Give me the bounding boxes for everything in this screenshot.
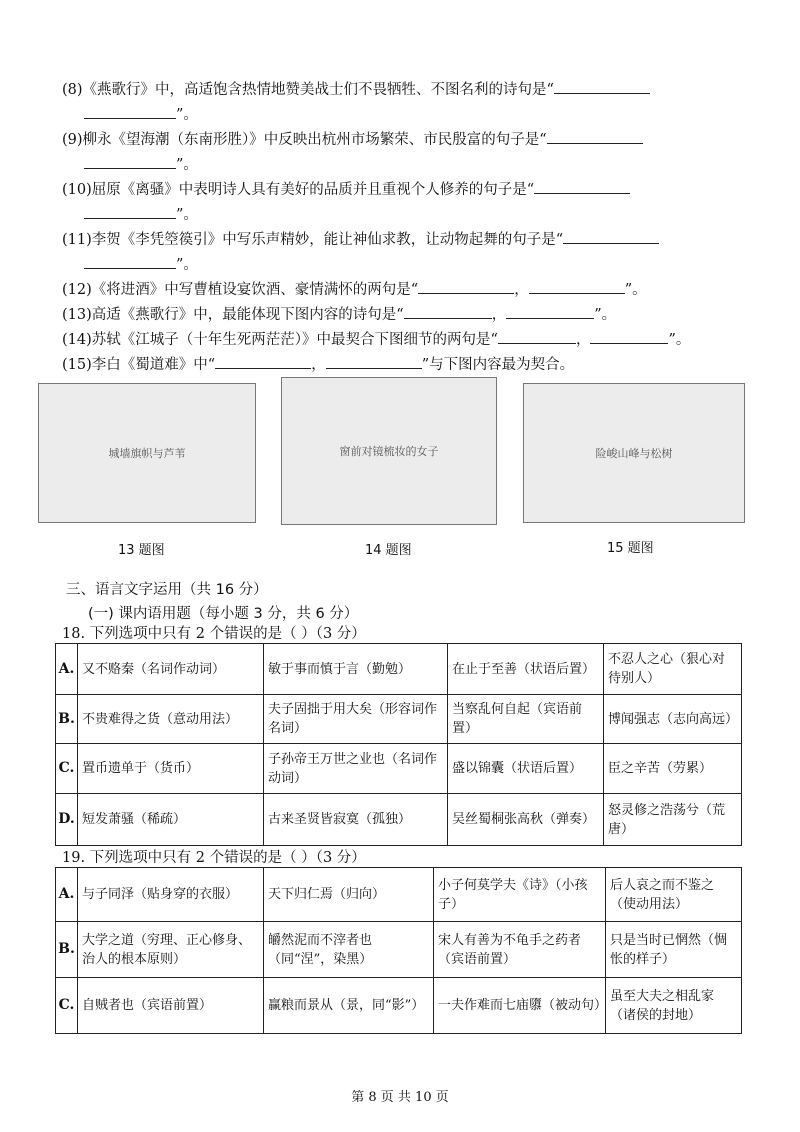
answer-blank[interactable]	[529, 279, 625, 294]
question-11-continued	[84, 254, 198, 275]
option-cell: 臣之辛苦（劳累）	[604, 744, 742, 794]
question-13	[62, 304, 616, 325]
question-8-continued	[84, 104, 198, 125]
question-text: ”与下图内容最为契合。	[421, 357, 575, 373]
figure-13-caption: 13 题图	[118, 543, 165, 558]
answer-blank[interactable]	[84, 254, 176, 269]
option-cell: 皭然泥而不滓者也（同“涅”，染黑）	[264, 922, 434, 978]
question-18-table	[55, 643, 742, 846]
table-row	[56, 744, 742, 794]
question-19-table	[55, 867, 742, 1034]
question-8	[62, 79, 650, 100]
option-cell: 敏于事而慎于言（勤勉）	[264, 644, 448, 695]
question-text: ”。	[176, 207, 198, 223]
option-label[interactable]: D.	[56, 794, 78, 846]
option-cell: 自贼者也（宾语前置）	[78, 978, 264, 1034]
option-cell: 天下归仁焉（归向）	[264, 868, 434, 922]
question-18-stem: 18. 下列选项中只有 2 个错误的是（ ）（3 分）	[62, 626, 366, 642]
section-title: 三、语言文字运用（共 16 分）	[66, 582, 268, 598]
question-text: (8)《燕歌行》中，高适饱含热情地赞美战士们不畏牺牲、不图名利的诗句是“	[62, 82, 554, 98]
answer-blank[interactable]	[404, 304, 492, 319]
page-number: 第 8 页 共 10 页	[351, 1090, 449, 1105]
option-label[interactable]: C.	[56, 978, 78, 1034]
option-cell: 不贵难得之货（意动用法）	[78, 695, 264, 744]
figure-13-image	[38, 383, 256, 523]
figure-15-caption: 15 题图	[607, 541, 654, 556]
answer-blank[interactable]	[84, 204, 176, 219]
answer-blank[interactable]	[326, 354, 422, 369]
figure-15-description: 险峻山峰与松树	[595, 447, 673, 460]
option-cell: 只是当时已惘然（惆怅的样子）	[606, 922, 742, 978]
option-cell: 古来圣贤皆寂寞（孤独）	[264, 794, 448, 846]
question-11	[62, 229, 659, 250]
question-15	[62, 354, 574, 375]
option-cell: 吴丝蜀桐张高秋（弹奏）	[448, 794, 604, 846]
answer-blank[interactable]	[418, 279, 514, 294]
option-cell: 博闻强志（志向高远）	[604, 695, 742, 744]
option-cell: 后人哀之而不鉴之（使动用法）	[606, 868, 742, 922]
question-text: (15)李白《蜀道难》中“	[62, 357, 216, 373]
option-cell: 盛以锦囊（状语后置）	[448, 744, 604, 794]
question-text: ”。	[594, 307, 617, 323]
option-label[interactable]: C.	[56, 744, 78, 794]
question-9-continued	[84, 154, 198, 175]
option-label[interactable]: A.	[56, 868, 78, 922]
option-cell: 短发萧骚（稀疏）	[78, 794, 264, 846]
option-cell: 不忍人之心（狠心对待别人）	[604, 644, 742, 695]
option-cell: 赢粮而景从（景，同“影”）	[264, 978, 434, 1034]
separator: ，	[491, 307, 507, 323]
question-9	[62, 129, 643, 150]
answer-blank[interactable]	[506, 304, 594, 319]
answer-blank[interactable]	[215, 354, 311, 369]
option-cell: 置币遗单于（货币）	[78, 744, 264, 794]
question-text: (14)苏轼《江城子（十年生死两茫茫）》中最契合下图细节的两句是“	[62, 332, 498, 348]
option-cell: 大学之道（穷理、正心修身、治人的根本原则）	[78, 922, 264, 978]
answer-blank[interactable]	[498, 329, 576, 344]
separator: ，	[575, 332, 591, 348]
figure-14-description: 窗前对镜梳妆的女子	[339, 445, 439, 458]
option-cell: 当察乱何自起（宾语前置）	[448, 695, 604, 744]
figure-14-image	[281, 377, 497, 525]
option-cell: 夫子固拙于用大矣（形容词作名词）	[264, 695, 448, 744]
question-text: ”。	[668, 332, 691, 348]
option-label[interactable]: A.	[56, 644, 78, 695]
answer-blank[interactable]	[534, 179, 630, 194]
question-14	[62, 329, 690, 350]
question-10	[62, 179, 630, 200]
question-text: ”。	[176, 257, 198, 273]
question-text: ”。	[176, 157, 198, 173]
question-text: (11)李贺《李凭箜篌引》中写乐声精妙，能让神仙求教，让动物起舞的句子是“	[62, 232, 564, 248]
table-row	[56, 695, 742, 744]
figure-15-image	[523, 383, 745, 523]
question-text: (13)高适《燕歌行》中，最能体现下图内容的诗句是“	[62, 307, 404, 323]
question-text: ”。	[176, 107, 198, 123]
separator: ，	[311, 357, 326, 373]
figure-13-description: 城墙旗帜与芦苇	[108, 447, 186, 460]
question-text: (10)屈原《离骚》中表明诗人具有美好的品质并且重视个人修养的句子是“	[62, 182, 535, 198]
question-text: (9)柳永《望海潮（东南形胜）》中反映出杭州市场繁荣、市民殷富的句子是“	[62, 132, 547, 148]
option-cell: 又不赂秦（名词作动词）	[78, 644, 264, 695]
answer-blank[interactable]	[554, 79, 650, 94]
question-19-stem: 19. 下列选项中只有 2 个错误的是（ ）（3 分）	[62, 850, 366, 866]
option-cell: 怒灵修之浩荡兮（荒唐）	[604, 794, 742, 846]
answer-blank[interactable]	[590, 329, 668, 344]
option-label[interactable]: B.	[56, 922, 78, 978]
separator: ，	[514, 282, 529, 298]
table-row	[56, 794, 742, 846]
table-row	[56, 922, 742, 978]
question-text: (12)《将进酒》中写曹植设宴饮酒、豪情满怀的两句是“	[62, 282, 419, 298]
option-cell: 在止于至善（状语后置）	[448, 644, 604, 695]
answer-blank[interactable]	[84, 154, 176, 169]
option-cell: 虽至大夫之相乱家（诸侯的封地）	[606, 978, 742, 1034]
answer-blank[interactable]	[563, 229, 659, 244]
table-row	[56, 978, 742, 1034]
table-row	[56, 644, 742, 695]
option-cell: 小子何莫学夫《诗》（小孩子）	[434, 868, 606, 922]
subsection-title: (一) 课内语用题（每小题 3 分，共 6 分）	[88, 606, 359, 622]
table-row	[56, 868, 742, 922]
answer-blank[interactable]	[84, 104, 176, 119]
question-text: ”。	[624, 282, 647, 298]
question-12	[62, 279, 647, 300]
option-cell: 子孙帝王万世之业也（名词作动词）	[264, 744, 448, 794]
question-10-continued	[84, 204, 198, 225]
option-label[interactable]: B.	[56, 695, 78, 744]
option-cell: 与子同泽（贴身穿的衣服）	[78, 868, 264, 922]
figure-14-caption: 14 题图	[365, 543, 412, 558]
answer-blank[interactable]	[547, 129, 643, 144]
option-cell: 宋人有善为不龟手之药者（宾语前置）	[434, 922, 606, 978]
option-cell: 一夫作难而七庙隳（被动句）	[434, 978, 606, 1034]
